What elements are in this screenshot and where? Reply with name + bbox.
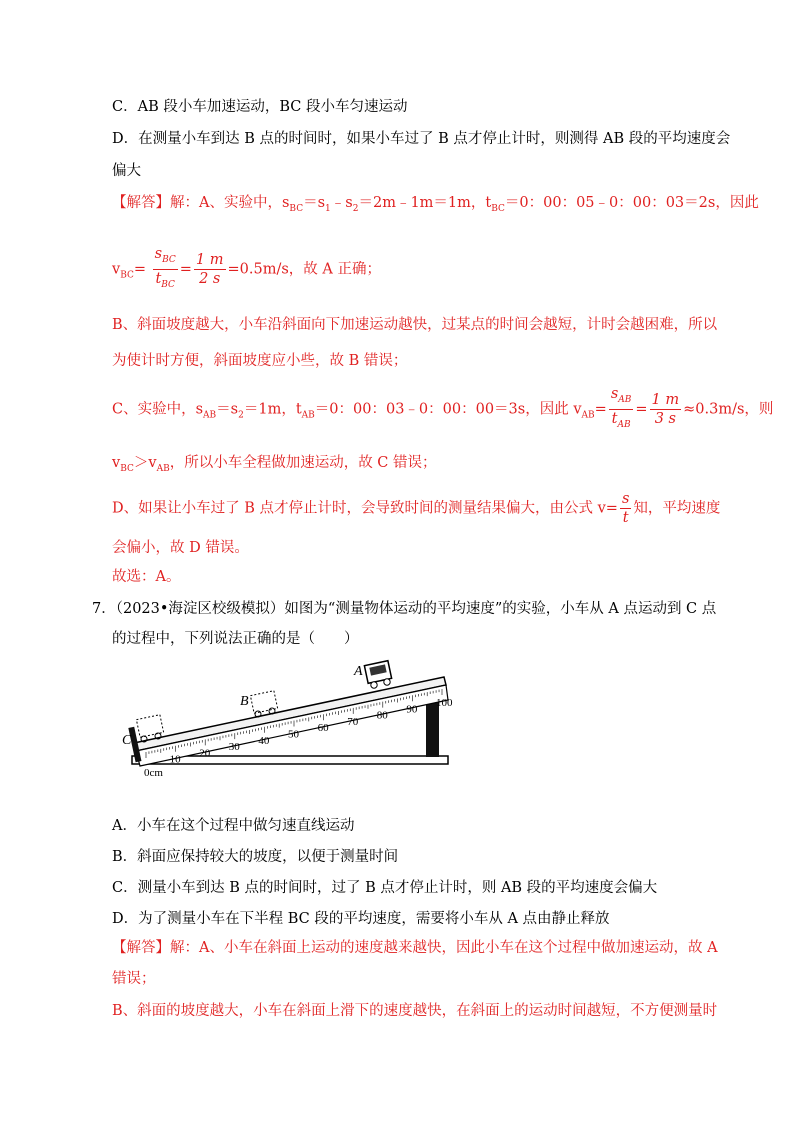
ruler-label: 80 bbox=[376, 709, 388, 722]
question7-stem-line1: 7．（2023•海淀区校级模拟）如图为“测量物体运动的平均速度”的实验，小车从 A 点运动到 C 点 bbox=[92, 601, 717, 617]
ruler-label: 100 bbox=[436, 697, 453, 709]
fraction-s-over-t: $\frac{s}{t}$ bbox=[621, 491, 630, 526]
option-d-prev-line2: 偏大 bbox=[112, 163, 141, 179]
answer6-b-line2: 为使计时方便，斜面坡度应小些，故 B 错误； bbox=[112, 353, 408, 369]
option-d: D．为了测量小车在下半程 BC 段的平均速度，需要将小车从 A 点由静止释放 bbox=[112, 911, 610, 927]
answer6-d-line1: D、如果让小车过了 B 点才停止计时，会导致时间的测量结果偏大，由公式 v= $\frac{s}{t}$ 知，平均速度 bbox=[112, 491, 721, 526]
cart-at-b bbox=[250, 691, 277, 714]
ruler-label: 40 bbox=[258, 734, 270, 747]
fraction-1m-over-3s: $\frac{1 m}{3 s}$ bbox=[651, 391, 680, 427]
answer7-b-line1: B、斜面的坡度越大，小车在斜面上滑下的速度越快，在斜面上的运动时间越短，不方便测量时 bbox=[112, 1003, 718, 1019]
answer6-b-line1: B、斜面坡度越大，小车沿斜面向下加速运动越快，过某点的时间会越短，计时会越困难，所以 bbox=[112, 317, 718, 333]
answer6-c-line2: $v_{BC}>v_{AB}$，所以小车全程做加速运动，故 C 错误； bbox=[112, 455, 437, 474]
option-d-prev-line1: D．在测量小车到达 B 点的时间时，如果小车过了 B 点才停止计时，则测得 AB 段的平均速度会 bbox=[112, 131, 731, 147]
label-c: C bbox=[122, 733, 132, 748]
support-block bbox=[426, 701, 439, 757]
ruler-label: 60 bbox=[317, 722, 329, 735]
answer6-a-line: 【解答】解：A、实验中，$s_{BC}=s_1﹣s_2=2m﹣1m=1m$，$t_{BC}=0$：00：05﹣0：00：03＝2s，因此 bbox=[112, 195, 759, 214]
ruler-label: 70 bbox=[347, 715, 359, 728]
ruler-label: 50 bbox=[288, 728, 299, 741]
ruler-label: 10 bbox=[169, 753, 181, 766]
label-a: A bbox=[354, 664, 363, 679]
answer7-a-line2: 错误； bbox=[112, 971, 156, 987]
ruler-start-label: 0cm bbox=[144, 767, 163, 779]
fraction-s-over-t-bc: $\frac{s_{BC}}{t_{BC}}$ bbox=[154, 246, 176, 290]
option-b: B．斜面应保持较大的坡度，以便于测量时间 bbox=[112, 849, 399, 865]
option-c-prev: C．AB 段小车加速运动，BC 段小车匀速运动 bbox=[112, 99, 408, 115]
answer6-choice: 故选：A。 bbox=[112, 569, 181, 585]
question7-stem-line2: 的过程中，下列说法正确的是（ ） bbox=[112, 631, 359, 647]
label-b: B bbox=[240, 694, 249, 709]
ruler-label: 90 bbox=[406, 703, 418, 716]
answer6-d-line2: 会偏小，故 D 错误。 bbox=[112, 540, 249, 556]
answer6-c-line: C、实验中，$s_{AB}=s_2=1m$，$t_{AB}=0$：00：03﹣0：00：00＝3s，因此 $v_{AB}=$ $\frac{s_{AB}}{t_{AB}}$ = $\frac{1 m}{3 s}$ ≈0.3m/s，则 bbox=[112, 385, 773, 434]
option-c: C．测量小车到达 B 点的时间时，过了 B 点才停止计时，则 AB 段的平均速度会偏大 bbox=[112, 880, 658, 896]
cart-a-wheel-2 bbox=[384, 679, 390, 685]
fraction-s-over-t-ab: $\frac{s_{AB}}{t_{AB}}$ bbox=[610, 386, 632, 430]
cart-a-wheel-1 bbox=[371, 682, 377, 688]
answer7-a-line1: 【解答】解：A、小车在斜面上运动的速度越来越快，因此小车在这个过程中做加速运动，故 A bbox=[112, 940, 718, 956]
incline-experiment-figure bbox=[124, 655, 454, 780]
ruler-label: 30 bbox=[228, 741, 240, 754]
answer6-velocity-formula: $v_{BC}=$ $\frac{s_{BC}}{t_{BC}}$ = $\frac{1 m}{2 s}$ =0.5m/s，故 A 正确； bbox=[112, 245, 381, 294]
fraction-1m-over-2s: $\frac{1 m}{2 s}$ bbox=[195, 251, 224, 287]
ruler-strip bbox=[136, 685, 448, 766]
option-a: A．小车在这个过程中做匀速直线运动 bbox=[112, 818, 355, 834]
ruler-label: 20 bbox=[199, 747, 211, 760]
